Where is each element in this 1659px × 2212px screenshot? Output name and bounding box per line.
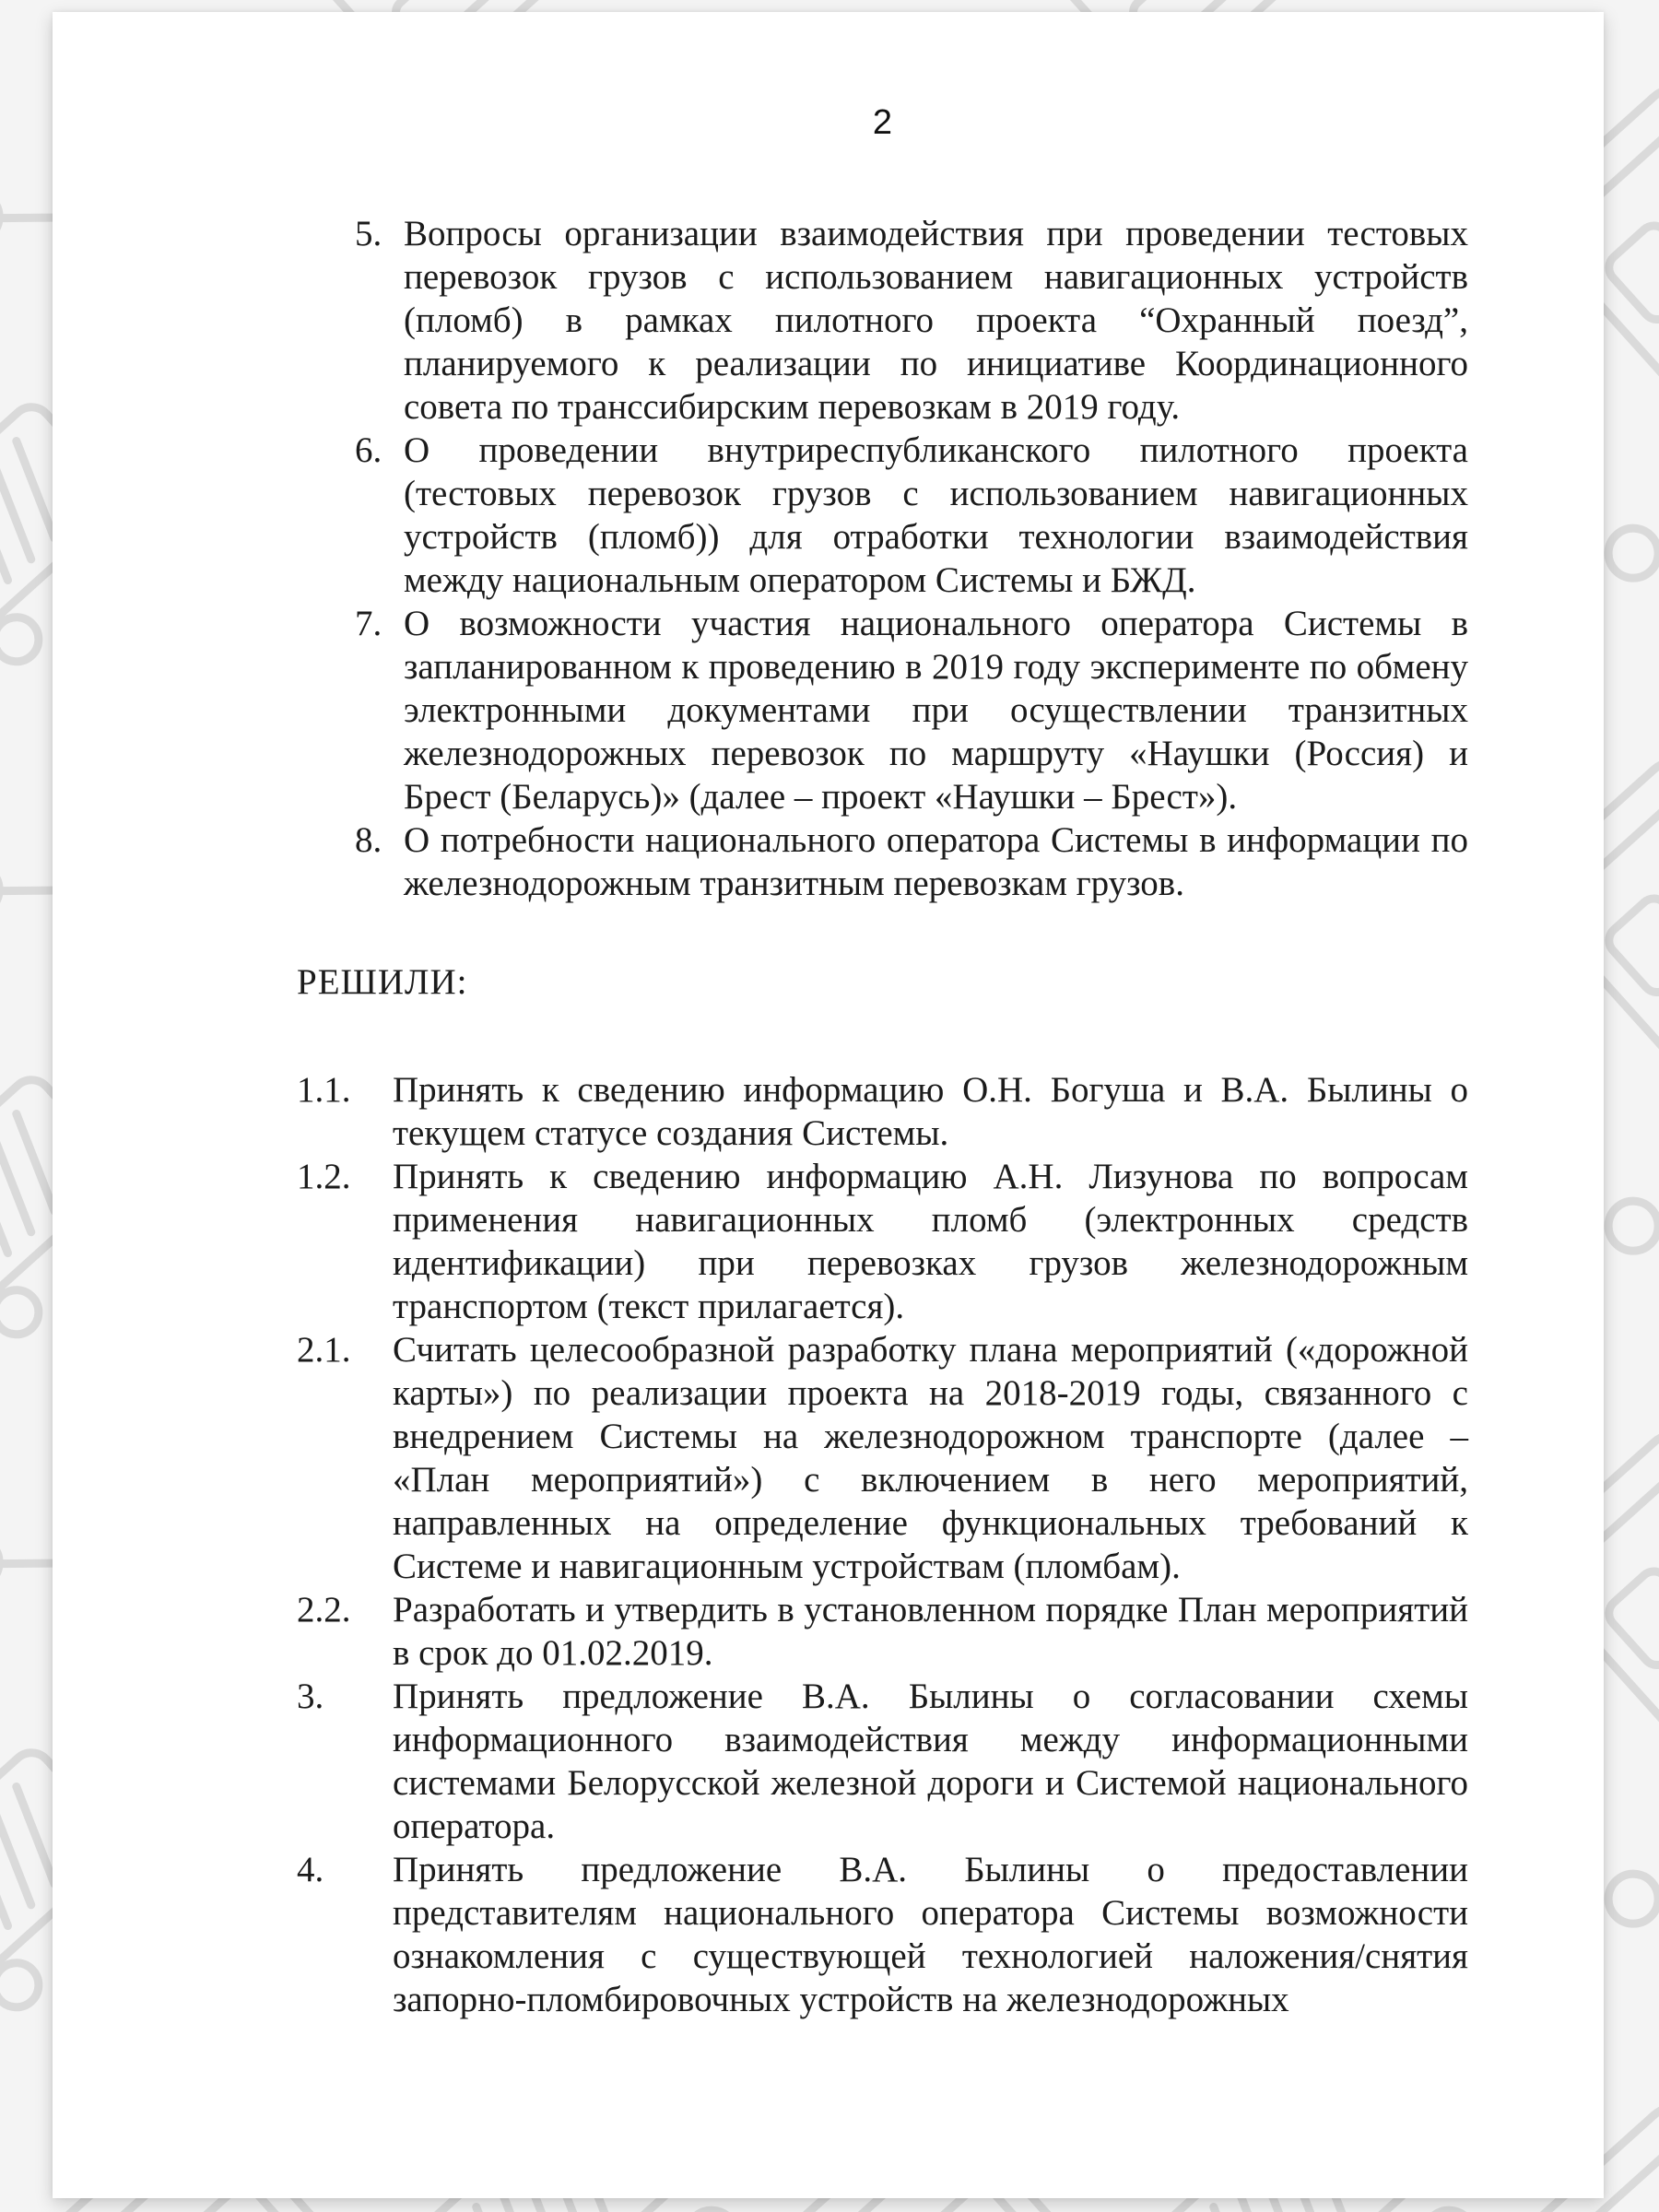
list-item (297, 1848, 1468, 2021)
page-number: 2 (872, 103, 893, 142)
item-number: 1.2. (297, 1157, 351, 1196)
list-item (297, 602, 1468, 818)
item-text: Принять к сведению информацию О.Н. Богуша и В.А. Былины о текущем статусе создания Системы. (393, 1070, 1468, 1153)
agenda-list (297, 212, 1468, 905)
list-item (297, 212, 1468, 429)
item-number: 3. (297, 1677, 324, 1716)
item-text: О потребности национального оператора Системы в информации по железнодорожным транзитным перевозкам грузов. (404, 820, 1468, 903)
list-item (297, 818, 1468, 905)
item-text: Принять предложение В.А. Былины о согласовании схемы информационного взаимодействия между информационными системами Белорусской железной дороги и Системой национального оператора. (393, 1677, 1468, 1846)
list-item (297, 1328, 1468, 1588)
item-text: О возможности участия национального оператора Системы в запланированном к проведению в 2019 году эксперименте по обмену электронными документами при осуществлении транзитных железнодорожных перевозок по маршруту «Наушки (Россия) и Брест (Беларусь)» (далее – проект «Наушки – Брест»). (404, 604, 1468, 817)
decided-heading: РЕШИЛИ: (297, 962, 468, 1002)
item-text: Вопросы организации взаимодействия при проведении тестовых перевозок грузов с использованием навигационных устройств (пломб) в рамках пилотного проекта “Охранный поезд”, планируемого к реализации по инициативе Координационного совета по транссибирским перевозкам в 2019 году. (404, 214, 1468, 427)
list-item (297, 429, 1468, 602)
item-number: 8. (355, 820, 382, 860)
item-text: Считать целесообразной разработку плана мероприятий («дорожной карты») по реализации проекта на 2018-2019 годы, связанного с внедрением Системы на железнодорожном транспорте (далее – «План мероприятий») с включением в него мероприятий, направленных на определение функциональных требований к Системе и навигационным устройствам (пломбам). (393, 1330, 1468, 1586)
item-text: Разработать и утвердить в установленном порядке План мероприятий в срок до 01.02.2019. (393, 1590, 1468, 1673)
item-number: 5. (355, 214, 382, 253)
list-item (297, 1588, 1468, 1675)
item-number: 2.1. (297, 1330, 351, 1370)
list-item (297, 1068, 1468, 1155)
item-number: 1.1. (297, 1070, 351, 1110)
item-number: 2.2. (297, 1590, 351, 1630)
list-item (297, 1155, 1468, 1328)
item-text: Принять к сведению информацию А.Н. Лизунова по вопросам применения навигационных пломб (электронных средств идентификации) при перевозках грузов железнодорожным транспортом (текст прилагается). (393, 1157, 1468, 1326)
item-number: 7. (355, 604, 382, 643)
item-text: Принять предложение В.А. Былины о предоставлении представителям национального оператора Системы возможности ознакомления с существующей технологией наложения/снятия запорно-пломбировочных устройств на железнодорожных (393, 1850, 1468, 2019)
document-page (53, 12, 1604, 2198)
list-item (297, 1675, 1468, 1848)
page-content (297, 12, 1468, 2021)
item-text: О проведении внутриреспубликанского пилотного проекта (тестовых перевозок грузов с использованием навигационных устройств (пломб)) для отработки технологии взаимодействия между национальным оператором Системы и БЖД. (404, 430, 1468, 600)
decisions-list (297, 1068, 1468, 2021)
item-number: 6. (355, 430, 382, 470)
item-number: 4. (297, 1850, 324, 1889)
